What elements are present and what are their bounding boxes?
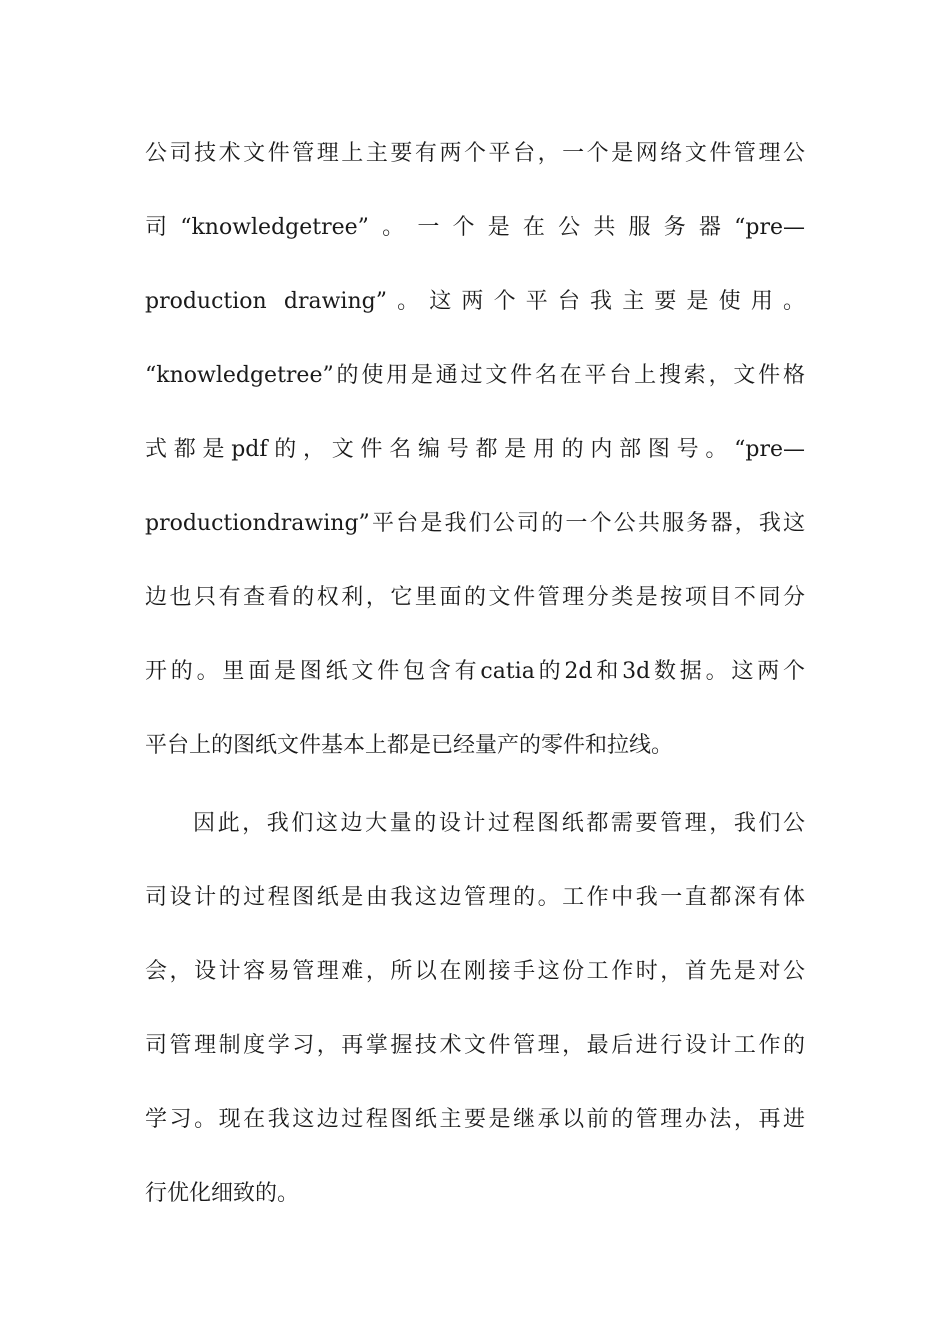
text-line: 平台上的图纸文件基本上都是已经量产的零件和拉线。 xyxy=(145,733,674,758)
text-line: “knowledgetree”的使用是通过文件名在平台上搜索，文件格 xyxy=(145,363,805,388)
text-line: 司设计的过程图纸是由我这边管理的。工作中我一直都深有体 xyxy=(145,885,805,910)
text-line: 行优化细致的。 xyxy=(145,1181,300,1206)
text-line: 式都是pdf的，文件名编号都是用的内部图号。“pre— xyxy=(145,437,805,462)
text-line: 会，设计容易管理难，所以在刚接手这份工作时，首先是对公 xyxy=(145,959,805,984)
text-line: 边也只有查看的权利，它里面的文件管理分类是按项目不同分 xyxy=(145,585,805,610)
text-line: 司“knowledgetree”。一个是在公共服务器“pre— xyxy=(145,215,805,240)
text-line: 开的。里面是图纸文件包含有catia的2d和3d数据。这两个 xyxy=(145,659,805,684)
text-line: 司管理制度学习，再掌握技术文件管理，最后进行设计工作的 xyxy=(145,1033,805,1058)
text-line: 公司技术文件管理上主要有两个平台，一个是网络文件管理公 xyxy=(145,141,805,166)
text-line: productiondrawing”平台是我们公司的一个公共服务器，我这 xyxy=(145,511,805,536)
text-line: 因此，我们这边大量的设计过程图纸都需要管理，我们公 xyxy=(193,811,805,836)
text-line: production drawing”。这两个平台我主要是使用。 xyxy=(145,289,805,314)
text-line: 学习。现在我这边过程图纸主要是继承以前的管理办法，再进 xyxy=(145,1107,805,1132)
